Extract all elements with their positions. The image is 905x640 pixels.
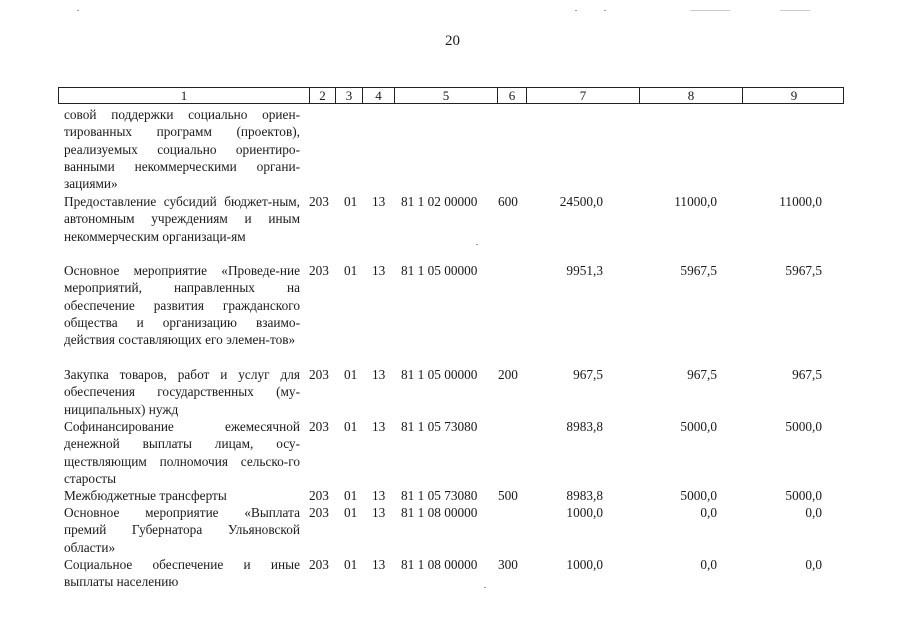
row-description: Софинансирование ежемесячной денежной выплаты лицам, осу-ществляющим полномочия сельско-го старосты [64,419,300,486]
row-description: Основное мероприятие «Проведе-ние мероприятий, направленных на обеспечение развития гражданского общества и организацию взаимо-действия составляющих его элемен-тов» [64,263,300,348]
page-number: 20 [445,33,460,49]
cell-admin-code: 203 [309,505,329,520]
cell-expense-type: 300 [498,557,518,572]
row-description: Основное мероприятие «Выплата премий Губернатора Ульяновской области» [64,505,300,555]
column-header-3: 3 [335,88,362,103]
cell-target-article: 81 1 08 00000 [401,557,478,572]
column-header-6: 6 [497,88,526,103]
cell-amount-9: 11000,0 [779,194,822,209]
column-header-4: 4 [362,88,394,103]
cell-section: 01 [344,194,358,209]
cell-target-article: 81 1 02 00000 [401,194,478,209]
cell-amount-9: 5967,5 [785,263,822,278]
row-description: Предоставление субсидий бюджет-ным, автономным учреждениям и иным некоммерческим организаци-ям [64,194,300,244]
cell-amount-9: 0,0 [805,557,822,572]
cell-target-article: 81 1 05 73080 [401,419,478,434]
cell-subsection: 13 [372,505,386,520]
cell-admin-code: 203 [309,194,329,209]
cell-amount-7: 967,5 [573,367,603,382]
cell-amount-9: 0,0 [805,505,822,520]
column-header-7: 7 [526,88,639,103]
cell-amount-8: 5967,5 [680,263,717,278]
cell-amount-9: 5000,0 [785,488,822,503]
cell-target-article: 81 1 08 00000 [401,505,478,520]
cell-target-article: 81 1 05 73080 [401,488,478,503]
cell-amount-7: 8983,8 [566,488,603,503]
table-header [58,87,844,104]
cell-admin-code: 203 [309,367,329,382]
cell-expense-type: 600 [498,194,518,209]
column-header-5: 5 [394,88,497,103]
row-description: Закупка товаров, работ и услуг для обеспечения государственных (му-ниципальных) нужд [64,367,300,417]
cell-amount-8: 5000,0 [680,419,717,434]
cell-amount-7: 9951,3 [566,263,603,278]
scan-speck [604,10,606,11]
scan-speck [484,587,486,588]
scan-speck [780,10,810,11]
scan-speck [575,10,577,11]
row-description: Социальное обеспечение и иные выплаты населению [64,557,300,590]
cell-target-article: 81 1 05 00000 [401,367,478,382]
cell-expense-type: 200 [498,367,518,382]
cell-section: 01 [344,505,358,520]
cell-subsection: 13 [372,419,386,434]
cell-admin-code: 203 [309,419,329,434]
cell-amount-8: 5000,0 [680,488,717,503]
cell-amount-8: 11000,0 [674,194,717,209]
row-description: Межбюджетные трансферты [64,488,227,503]
cell-subsection: 13 [372,488,386,503]
cell-expense-type: 500 [498,488,518,503]
cell-admin-code: 203 [309,263,329,278]
cell-amount-9: 5000,0 [785,419,822,434]
row-description: совой поддержки социально ориен-тированных программ (проектов), реализуемых социально ориентиро-ванными некоммерческими органи-зациями» [64,107,300,192]
cell-amount-7: 1000,0 [566,557,603,572]
cell-subsection: 13 [372,367,386,382]
cell-amount-8: 0,0 [700,557,717,572]
scan-speck [77,10,79,11]
column-header-8: 8 [639,88,742,103]
column-header-2: 2 [309,88,335,103]
cell-section: 01 [344,488,358,503]
cell-subsection: 13 [372,263,386,278]
cell-target-article: 81 1 05 00000 [401,263,478,278]
cell-amount-7: 1000,0 [566,505,603,520]
scan-speck [476,244,478,245]
cell-subsection: 13 [372,194,386,209]
cell-section: 01 [344,263,358,278]
cell-subsection: 13 [372,557,386,572]
column-header-1: 1 [180,88,188,103]
cell-admin-code: 203 [309,488,329,503]
cell-amount-7: 24500,0 [559,194,603,209]
cell-admin-code: 203 [309,557,329,572]
column-header-9: 9 [742,88,845,103]
scan-speck [690,10,730,11]
cell-amount-7: 8983,8 [566,419,603,434]
cell-section: 01 [344,367,358,382]
cell-section: 01 [344,419,358,434]
cell-amount-9: 967,5 [792,367,822,382]
cell-amount-8: 0,0 [700,505,717,520]
cell-amount-8: 967,5 [687,367,717,382]
cell-section: 01 [344,557,358,572]
